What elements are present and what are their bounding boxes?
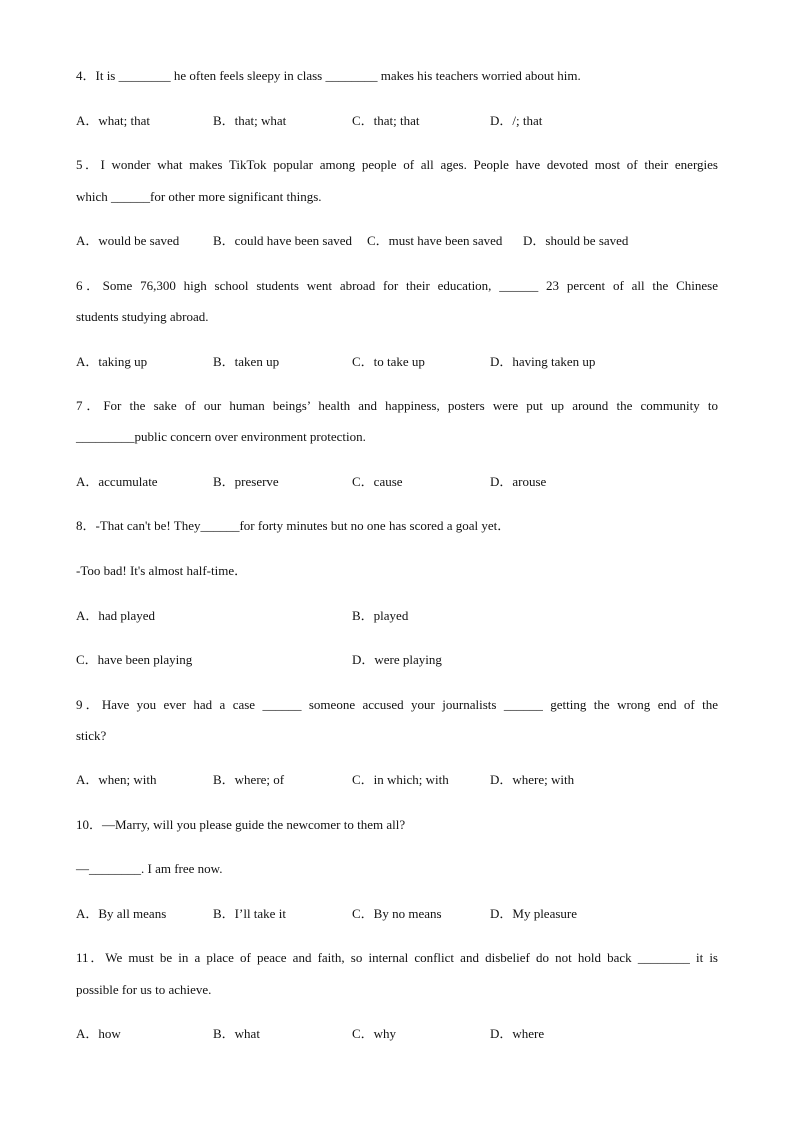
question-4-option-d[interactable]: D．/; that	[490, 113, 543, 128]
question-7-option-d[interactable]: D．arouse	[490, 474, 547, 489]
question-7-option-a[interactable]: A．accumulate	[76, 474, 158, 489]
question-4-option-a[interactable]: A．what; that	[76, 113, 151, 128]
question-10-option-d[interactable]: D．My pleasure	[490, 906, 578, 921]
question-9-option-c[interactable]: C．in which; with	[352, 772, 449, 787]
question-9-text-line-1: 9．Have you ever had a case ______ someone accused your journalists ______ getting the wrong end of the	[76, 697, 718, 712]
question-10-option-b[interactable]: B．I’ll take it	[213, 906, 286, 921]
question-9-option-d[interactable]: D．where; with	[490, 772, 575, 787]
question-5-option-b[interactable]: B．could have been saved	[213, 233, 352, 248]
question-6-text-line-2: students studying abroad.	[76, 309, 209, 324]
question-8-text-line-1: 8．-That can't be! They______for forty minutes but no one has scored a goal yet．	[76, 518, 511, 533]
question-5-option-a[interactable]: A．would be saved	[76, 233, 180, 248]
question-7-option-b[interactable]: B．preserve	[213, 474, 279, 489]
question-5-option-c[interactable]: C．must have been saved	[367, 233, 503, 248]
question-8-option-a[interactable]: A．had played	[76, 608, 156, 623]
question-6-option-d[interactable]: D．having taken up	[490, 354, 596, 369]
question-7-text-line-1: 7．For the sake of our human beings’ health and happiness, posters were put up around the community to	[76, 398, 718, 413]
question-4-option-b[interactable]: B．that; what	[213, 113, 287, 128]
question-7-text-line-2: _________public concern over environment protection.	[76, 429, 366, 444]
question-4-option-c[interactable]: C．that; that	[352, 113, 420, 128]
question-9-option-a[interactable]: A．when; with	[76, 772, 157, 787]
question-11-option-a[interactable]: A．how	[76, 1026, 121, 1041]
question-6-option-b[interactable]: B．taken up	[213, 354, 280, 369]
question-11-text-line-1: 11．We must be in a place of peace and faith, so internal conflict and disbelief do not hold back ________ it is	[76, 950, 718, 965]
question-11-option-d[interactable]: D．where	[490, 1026, 545, 1041]
question-8-option-d[interactable]: D．were playing	[352, 652, 442, 667]
question-10-text-line-2: —________. I am free now.	[76, 861, 223, 876]
question-4-text: 4．It is ________ he often feels sleepy in class ________ makes his teachers worried about him.	[76, 68, 581, 83]
question-6-option-c[interactable]: C．to take up	[352, 354, 425, 369]
question-9-option-b[interactable]: B．where; of	[213, 772, 285, 787]
question-10-option-a[interactable]: A．By all means	[76, 906, 167, 921]
question-6-text-line-1: 6．Some 76,300 high school students went abroad for their education, ______ 23 percent of all the Chinese	[76, 278, 718, 293]
question-5-option-d[interactable]: D．should be saved	[523, 233, 629, 248]
question-11-text-line-2: possible for us to achieve.	[76, 982, 212, 997]
question-9-text-line-2: stick?	[76, 728, 107, 743]
question-5-text-line-2: which ______for other more significant things.	[76, 189, 322, 204]
question-8-option-c[interactable]: C．have been playing	[76, 652, 193, 667]
question-6-option-a[interactable]: A．taking up	[76, 354, 148, 369]
question-8-text-line-2: -Too bad! It's almost half-time．	[76, 563, 248, 578]
question-11-option-c[interactable]: C．why	[352, 1026, 397, 1041]
question-8-option-b[interactable]: B．played	[352, 608, 409, 623]
question-10-text-line-1: 10．—Marry, will you please guide the newcomer to them all?	[76, 817, 406, 832]
question-5-text-line-1: 5．I wonder what makes TikTok popular among people of all ages. People have devoted most of their energies	[76, 157, 718, 172]
question-7-option-c[interactable]: C．cause	[352, 474, 403, 489]
question-10-option-c[interactable]: C．By no means	[352, 906, 442, 921]
question-11-option-b[interactable]: B．what	[213, 1026, 260, 1041]
